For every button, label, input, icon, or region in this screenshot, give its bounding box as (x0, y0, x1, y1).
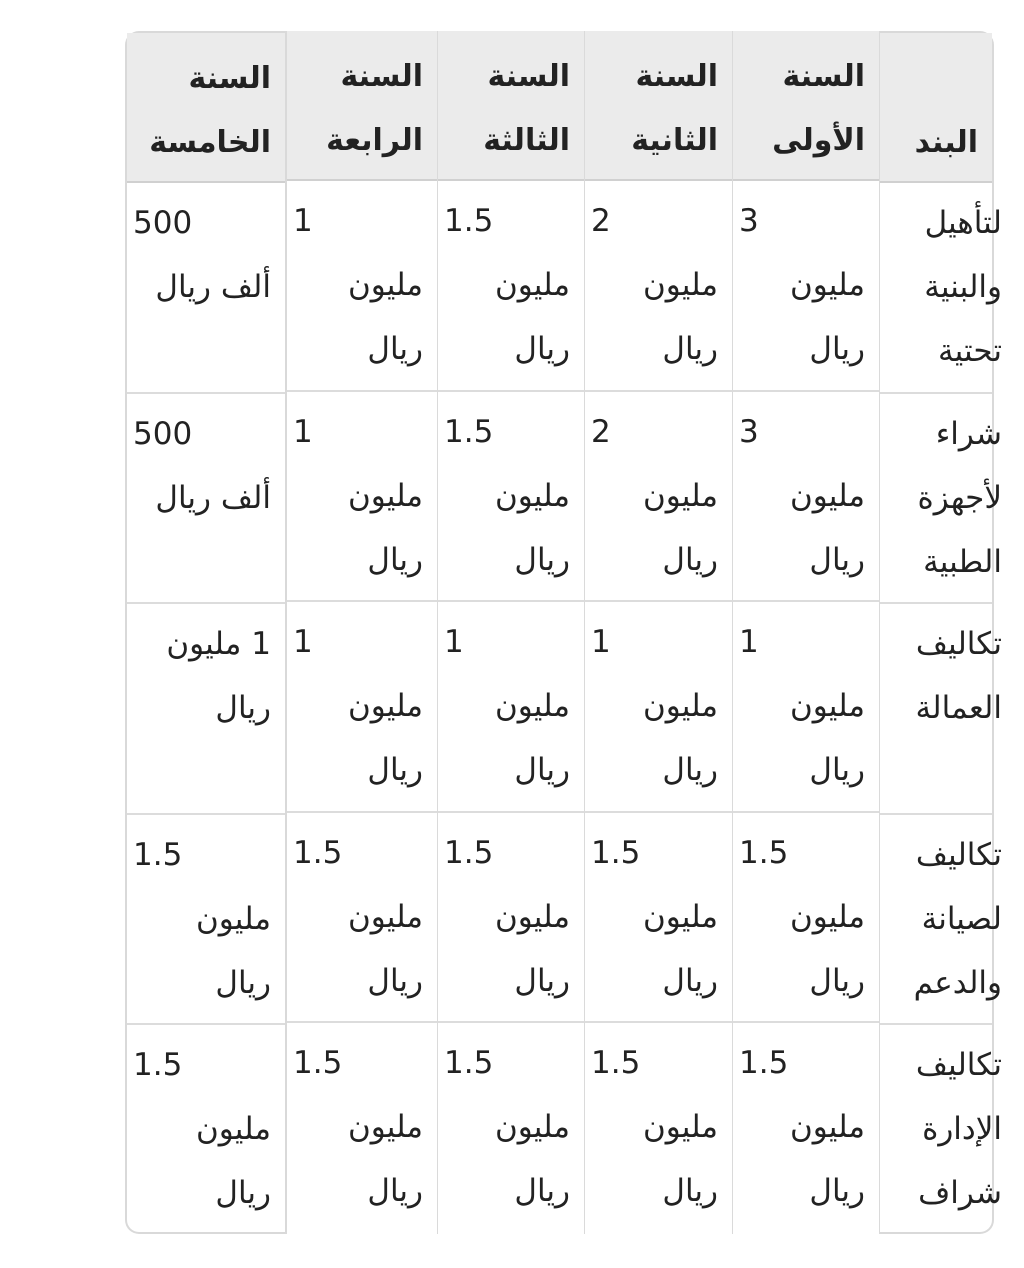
table-cell-year-4 (287, 602, 437, 813)
cell-text (591, 400, 718, 592)
cell-line: الطبية (923, 544, 1002, 580)
cell-text (444, 189, 570, 381)
cell-text (444, 400, 570, 592)
table-cell-year-2 (585, 602, 732, 813)
header-line: السنة (340, 59, 423, 94)
cell-line: ريال (367, 331, 423, 367)
table-cell-year-4 (287, 181, 437, 392)
cell-line: مليون (494, 688, 570, 724)
table-cell-year-1 (733, 392, 879, 602)
header-line: البند (914, 125, 978, 160)
cell-text (739, 1031, 865, 1223)
cell-line: مليون (347, 899, 423, 935)
cell-line: ريال (809, 331, 865, 367)
column-year-2 (585, 31, 733, 1234)
cell-text (591, 189, 718, 381)
cell-text (293, 189, 423, 381)
column-year-4 (285, 31, 438, 1234)
table-cell-year-5 (127, 1025, 285, 1236)
cell-line: تكاليف (915, 837, 1002, 873)
cell-text (133, 823, 271, 1015)
cell-line: 1.5 (591, 1045, 641, 1081)
table-viewport[interactable] (125, 31, 1002, 1234)
cell-line: مليون (642, 478, 718, 514)
table-cell-item (880, 604, 1002, 815)
table-cell-year-4 (287, 813, 437, 1023)
cell-line: مليون (347, 1109, 423, 1145)
cell-text (739, 189, 865, 381)
table-cell-year-3 (438, 181, 584, 392)
cell-line: 2 (591, 203, 611, 239)
cell-line: ألف ريال (155, 480, 271, 516)
cell-line: 1 (293, 624, 313, 660)
cell-text (133, 402, 271, 530)
cell-text (591, 610, 718, 802)
cell-line: الإدارة (922, 1111, 1002, 1147)
cell-line: مليون (494, 267, 570, 303)
table-cell-year-5 (127, 815, 285, 1025)
table-cell-year-3 (438, 1023, 584, 1234)
cell-line: مليون (789, 899, 865, 935)
cell-line: ريال (514, 963, 570, 999)
cell-text (739, 400, 865, 592)
header-cell-item (880, 33, 992, 183)
cell-line: ريال (662, 542, 718, 578)
cell-line: 1 (444, 624, 464, 660)
cell-line: مليون (347, 688, 423, 724)
table-cell-year-1 (733, 181, 879, 392)
cell-line: والبنية (924, 269, 1002, 305)
cell-line: مليون (789, 267, 865, 303)
cell-line: مليون (642, 688, 718, 724)
cell-line: ريال (367, 1173, 423, 1209)
header-line: الرابعة (326, 123, 423, 158)
header-line: الثالثة (483, 123, 570, 158)
cell-line: ريال (514, 542, 570, 578)
cell-line: 1 (293, 414, 313, 450)
table-cell-year-2 (585, 392, 732, 602)
cell-line: 1.5 (444, 835, 494, 871)
table-cell-year-5 (127, 183, 285, 394)
table-cell-year-2 (585, 181, 732, 392)
cell-line: ريال (367, 752, 423, 788)
cell-line: ألف ريال (155, 269, 271, 305)
cell-line: 1.5 (444, 414, 494, 450)
cell-line: ريال (809, 963, 865, 999)
cell-line: ريال (809, 752, 865, 788)
cell-line: ريال (367, 963, 423, 999)
cell-line: ريال (514, 1173, 570, 1209)
cell-text (293, 1031, 423, 1223)
cell-line: 1.5 (444, 203, 494, 239)
header-line: السنة (487, 59, 570, 94)
cell-text (886, 191, 1002, 383)
cell-line: تكاليف (915, 626, 1002, 662)
cell-line: مليون (494, 478, 570, 514)
cell-line: لتأهيل (924, 205, 1002, 241)
table-cell-year-3 (438, 813, 584, 1023)
cell-text (591, 1031, 718, 1223)
header-line: الخامسة (149, 125, 271, 160)
cell-line: ريال (662, 963, 718, 999)
header-cell-year-5 (127, 33, 285, 183)
table-cell-year-2 (585, 813, 732, 1023)
header-label (293, 45, 423, 173)
cell-line: العمالة (915, 690, 1002, 726)
cell-line: 1.5 (133, 1047, 183, 1083)
cell-line: 1.5 (591, 835, 641, 871)
table-cell-year-1 (733, 602, 879, 813)
table-cell-year-2 (585, 1023, 732, 1234)
cell-line: مليون (789, 688, 865, 724)
cell-line: مليون (347, 267, 423, 303)
cell-line: مليون (494, 899, 570, 935)
cell-line: ريال (662, 1173, 718, 1209)
cell-line: تحتية (938, 333, 1002, 369)
table-cell-year-5 (127, 394, 285, 604)
cell-text (133, 191, 271, 319)
header-cell-year-3 (438, 31, 584, 181)
cell-line: ريال (809, 1173, 865, 1209)
cell-text (293, 400, 423, 592)
cell-line: ريال (662, 752, 718, 788)
cell-text (886, 402, 1002, 594)
header-line: الثانية (631, 123, 718, 158)
cell-text (293, 821, 423, 1013)
cell-text (886, 1033, 1002, 1225)
header-line: السنة (635, 59, 718, 94)
table-cell-item (880, 1025, 1002, 1236)
budget-table (125, 31, 1002, 1234)
cell-text (591, 821, 718, 1013)
cell-line: شراء (935, 416, 1002, 452)
cell-line: مليون (494, 1109, 570, 1145)
cell-line: ريال (215, 965, 271, 1001)
cell-line: 2 (591, 414, 611, 450)
cell-line: لأجهزة (917, 480, 1002, 516)
cell-line: مليون (195, 1111, 271, 1147)
header-label (591, 45, 718, 173)
cell-line: تكاليف (915, 1047, 1002, 1083)
cell-text (444, 821, 570, 1013)
table-cell-year-4 (287, 392, 437, 602)
cell-text (739, 610, 865, 802)
cell-line: 3 (739, 414, 759, 450)
cell-text (444, 1031, 570, 1223)
header-cell-year-1 (733, 31, 879, 181)
header-label (444, 45, 570, 173)
cell-line: 500 (133, 416, 193, 452)
header-label (739, 45, 865, 173)
cell-line: ريال (809, 542, 865, 578)
cell-line: 500 (133, 205, 193, 241)
cell-text (133, 1033, 271, 1225)
header-cell-year-2 (585, 31, 732, 181)
column-year-1 (733, 31, 880, 1234)
cell-line: 1 (739, 624, 759, 660)
cell-line: مليون (347, 478, 423, 514)
cell-line: مليون (789, 478, 865, 514)
cell-line: ريال (215, 690, 271, 726)
header-cell-year-4 (287, 31, 437, 181)
cell-text (886, 612, 1002, 740)
cell-line: ريال (662, 331, 718, 367)
table-cell-year-1 (733, 813, 879, 1023)
cell-line: 1.5 (133, 837, 183, 873)
cell-text (444, 610, 570, 802)
table-cell-year-4 (287, 1023, 437, 1234)
cell-line: ريال (215, 1175, 271, 1211)
cell-line: 1 (591, 624, 611, 660)
header-line: السنة (782, 59, 865, 94)
cell-line: 1.5 (293, 1045, 343, 1081)
cell-line: مليون (642, 899, 718, 935)
cell-line: 1.5 (739, 835, 789, 871)
table-cell-year-1 (733, 1023, 879, 1234)
cell-text (739, 821, 865, 1013)
cell-text (133, 612, 271, 740)
header-line: السنة (188, 61, 271, 96)
cell-line: ريال (514, 752, 570, 788)
column-year-5 (125, 31, 285, 1234)
table-cell-year-3 (438, 392, 584, 602)
cell-line: 1 (293, 203, 313, 239)
cell-line: مليون (195, 901, 271, 937)
cell-line: 1 مليون (166, 626, 271, 662)
cell-line: ريال (367, 542, 423, 578)
table-cell-item (880, 815, 1002, 1025)
column-item (880, 31, 1002, 1234)
cell-line: 1.5 (444, 1045, 494, 1081)
cell-line: مليون (642, 267, 718, 303)
cell-line: 1.5 (739, 1045, 789, 1081)
cell-line: شراف (918, 1175, 1002, 1211)
table-cell-year-5 (127, 604, 285, 815)
cell-line: ريال (514, 331, 570, 367)
table-cell-item (880, 183, 1002, 394)
cell-line: والدعم (913, 965, 1002, 1001)
cell-line: 1.5 (293, 835, 343, 871)
header-label (886, 111, 978, 175)
cell-text (886, 823, 1002, 1015)
column-year-3 (438, 31, 585, 1234)
cell-line: 3 (739, 203, 759, 239)
cell-line: مليون (789, 1109, 865, 1145)
header-line: الأولى (772, 123, 865, 158)
cell-line: مليون (642, 1109, 718, 1145)
table-cell-item (880, 394, 1002, 604)
cell-text (293, 610, 423, 802)
table-cell-year-3 (438, 602, 584, 813)
header-label (133, 47, 271, 175)
cell-line: لصيانة (921, 901, 1002, 937)
